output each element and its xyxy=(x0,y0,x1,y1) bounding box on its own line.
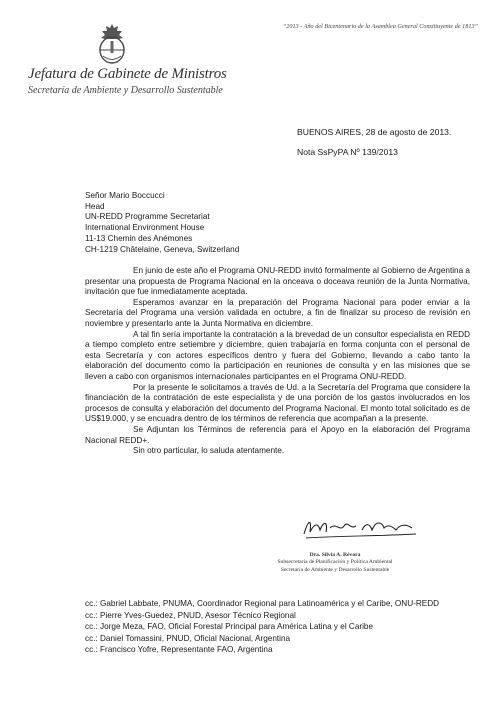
year-motto: “2013 - Año del Bicentenario de la Asamblea General Constituyente de 1813” xyxy=(282,23,478,30)
handwritten-signature xyxy=(300,514,420,542)
addressee-line: 11-13 Chemin des Anémones xyxy=(85,233,193,243)
signer-title: Subsecretaria de Planificación y Política Ambiental xyxy=(277,559,393,566)
body-paragraph: A tal fin sería importante la contratación a la brevedad de un consultor especialista en REDD a tiempo completo entre setiembre y diciembre, quien trabajaría en forma conjunta con el personal de esta Secretaría y con actores específicos dentro y fuera del Gobierno, llevando a cabo tanto la elaboración del documento como la participación en reuniones de consulta y en las misiones que se lleven a cabo con organismos internacionales participantes en el Programa ONU-REDD. xyxy=(85,329,470,381)
body-paragraph: Se Adjuntan los Términos de referencia para el Apoyo en la elaboración del Programa Nacional REDD+. xyxy=(85,424,470,445)
letter-date: BUENOS AIRES, 28 de agosto de 2013. xyxy=(297,127,452,137)
cc-list xyxy=(85,598,470,656)
signer-name: Dra. Silvia A. Révora xyxy=(309,552,361,558)
closing-paragraph: Sin otro particular, lo saluda atentamente. xyxy=(133,446,285,456)
addressee-line: Señor Mario Boccucci xyxy=(85,191,165,200)
signer-block xyxy=(260,552,410,574)
cc-line: cc.: Francisco Yofre, Representante FAO, Argentina xyxy=(85,645,273,655)
cc-line: cc.: Gabriel Labbate, PNUMA, Coordinador Regional para Latinoamérica y el Caribe, ONU-REDD xyxy=(85,599,440,608)
organization-subtitle: Secretaría de Ambiente y Desarrollo Sustentable xyxy=(28,85,223,96)
letter-body xyxy=(85,266,470,457)
national-seal-icon xyxy=(95,22,129,64)
cc-line: cc.: Pierre Yves-Guedez, PNUD, Asesor Técnico Regional xyxy=(85,610,296,620)
addressee-line: International Environment House xyxy=(85,223,205,233)
signer-title: Secretaría de Ambiente y Desarrollo Sustentable xyxy=(280,566,390,573)
organization-title: Jefatura de Gabinete de Ministros xyxy=(28,66,227,82)
body-paragraph: Por la presente le solicitamos a través de Ud. a la Secretaría del Programa que considere la financiación de la contratación de este especialista y de una porción de los gastos involucrados en los procesos de consulta y elaboración del documento del Programa Nacional. El monto total solicitado es de US$19.000, y se encuadra dentro de los términos de referencia que acompañan a la presente. xyxy=(85,382,470,424)
body-paragraph: En junio de este año el Programa ONU-REDD invitó formalmente al Gobierno de Argentina a presentar una propuesta de Programa Nacional en la onceava o doceava reunión de la Junta Normativa, invitación que fue inmediatamente aceptada. xyxy=(85,266,470,297)
addressee-line: CH-1219 Châtelaine, Geneva, Switzerland xyxy=(85,244,240,254)
body-paragraph: Esperamos avanzar en la preparación del Programa Nacional para poder enviar a la Secretaría del Programa una versión validada en octubre, a fin de finalizar su proceso de revisión en noviembre y presentarlo ante la Junta Normativa en diciembre. xyxy=(85,297,470,328)
letter-reference: Nota SsPyPA Nº 139/2013 xyxy=(297,147,398,157)
addressee-line: UN-REDD Programme Secretariat xyxy=(85,212,210,222)
addressee-block xyxy=(85,191,239,255)
cc-line: cc.: Daniel Tomassini, PNUD, Oficial Nacional, Argentina xyxy=(85,633,291,643)
cc-line: cc.: Jorge Meza, FAO, Oficial Forestal Principal para América Latina y el Caribe xyxy=(85,622,374,632)
addressee-line: Head xyxy=(85,201,105,211)
